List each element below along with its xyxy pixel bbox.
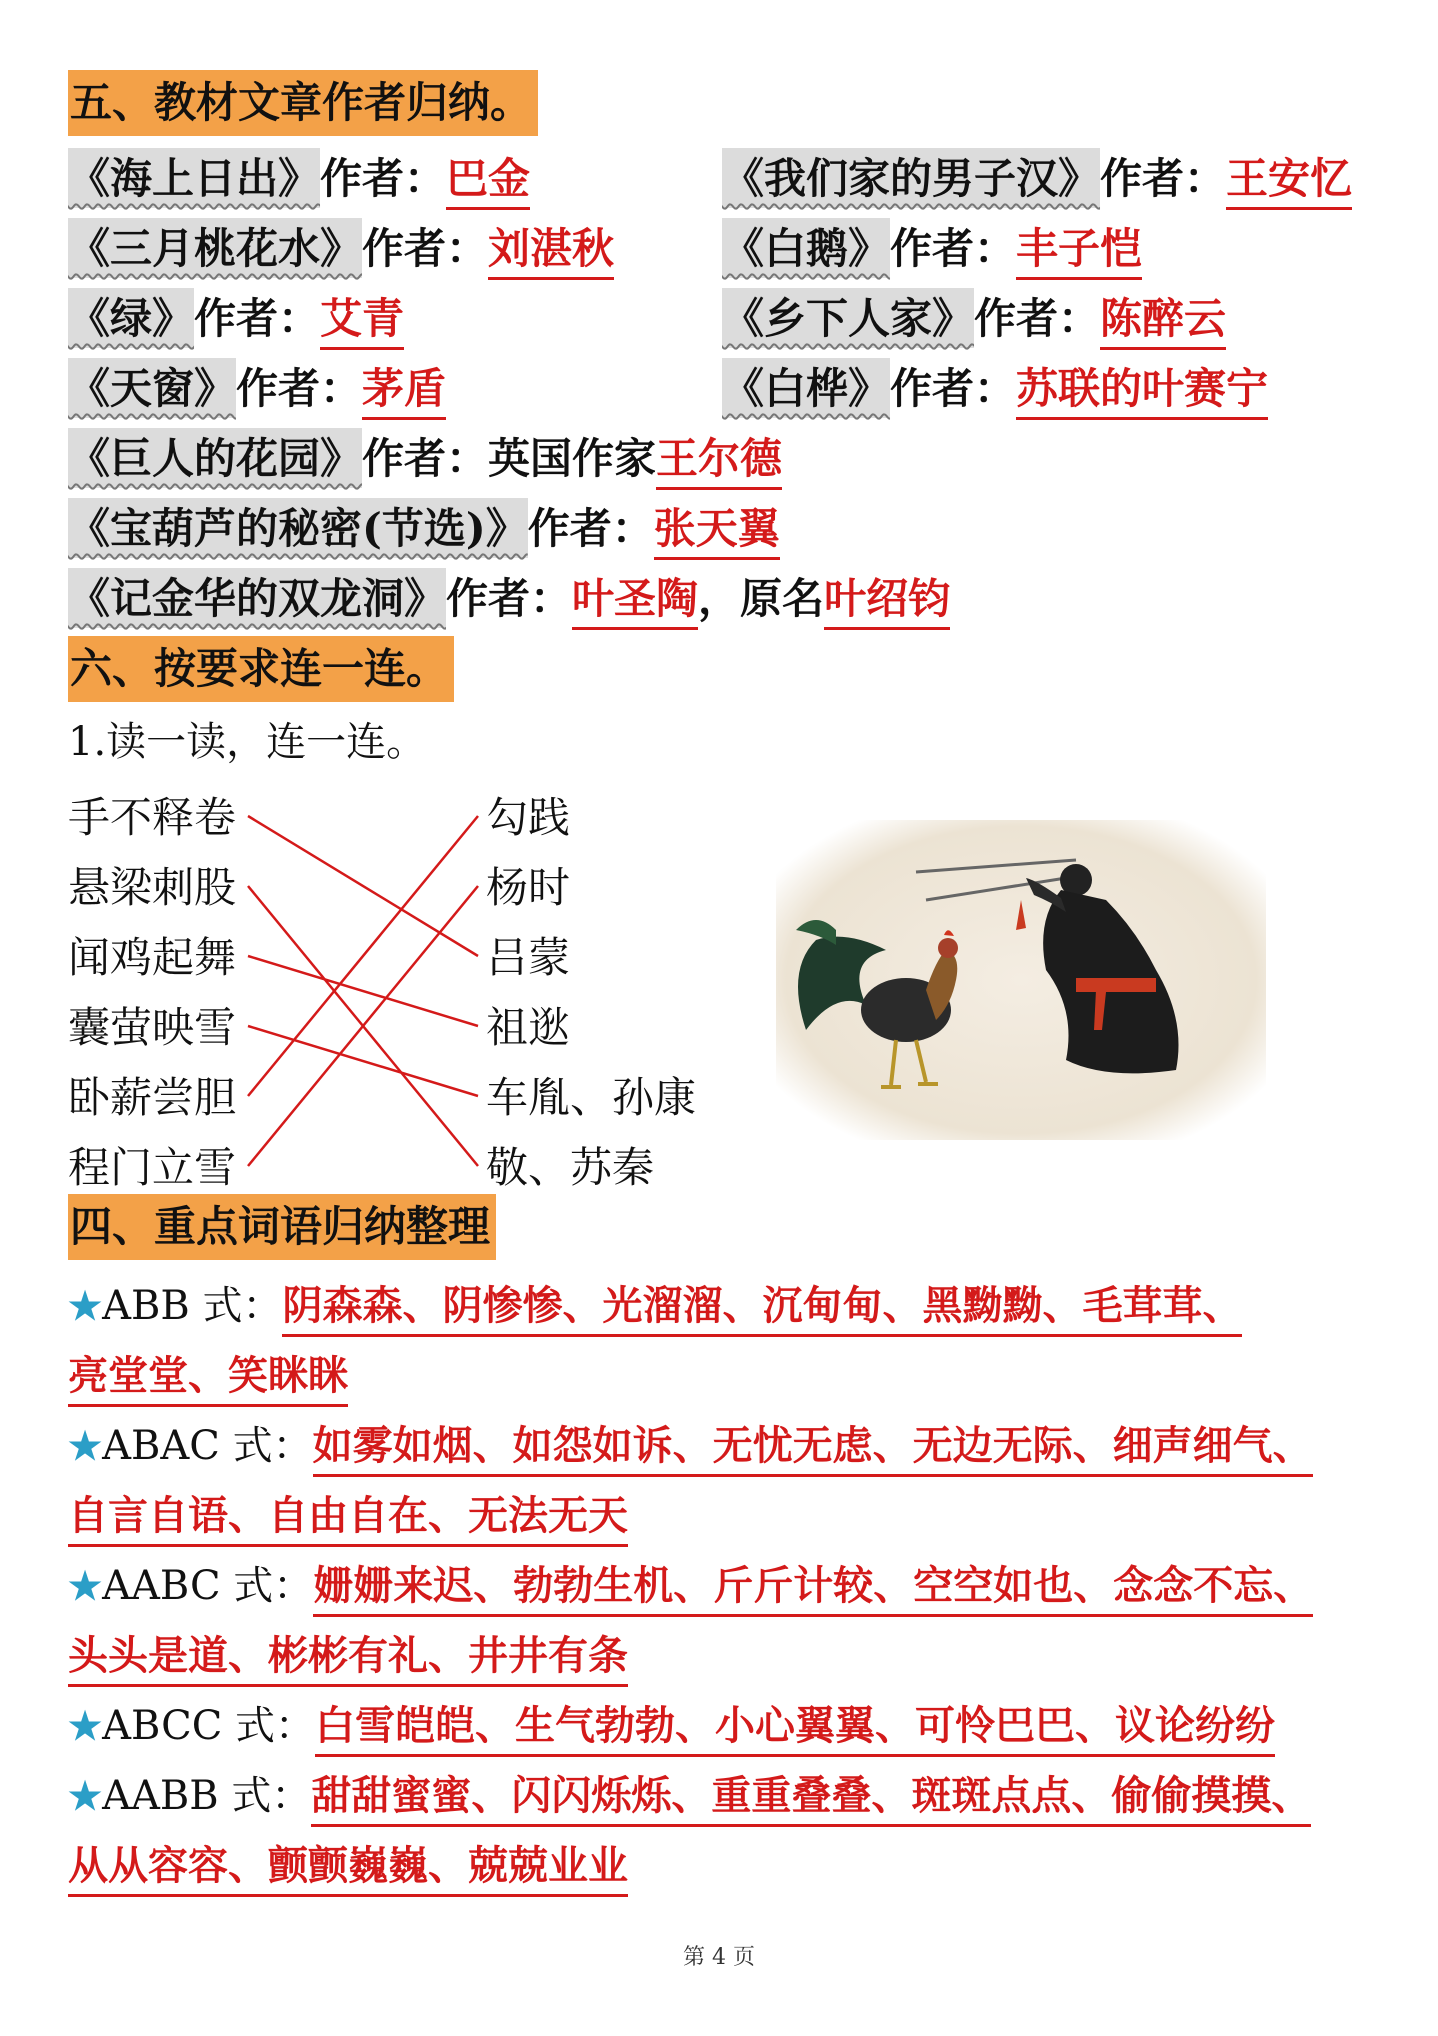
match-line: [248, 816, 478, 1096]
vocab-group: [68, 1412, 1376, 1480]
idiom-item[interactable]: 闻鸡起舞: [68, 933, 237, 982]
match-line: [248, 956, 478, 1026]
vocab-group: [68, 1272, 1376, 1340]
author-label: 作者：: [890, 364, 1017, 413]
author-answer-original: 叶绍钧: [824, 571, 950, 630]
vocab-format-label: ABCC 式：: [102, 1703, 316, 1749]
star-icon: ★: [68, 1283, 103, 1328]
star-icon: ★: [68, 1423, 103, 1468]
vocab-group: [68, 1552, 1376, 1620]
vocab-words: 姗姗来迟、勃勃生机、斤斤计较、空空如也、念念不忘、: [313, 1558, 1313, 1617]
vocab-words: 白雪皑皑、生气勃勃、小心翼翼、可怜巴巴、议论纷纷: [315, 1698, 1275, 1757]
article-title: 《我们家的男子汉》: [722, 148, 1100, 208]
vocab-words: 亮堂堂、笑眯眯: [68, 1348, 348, 1407]
section-heading-matching: 六、按要求连一连。: [68, 636, 454, 702]
author-answer: 陈醉云: [1100, 291, 1226, 350]
author-label: 作者：: [890, 224, 1017, 273]
author-label: 作者：英国作家: [362, 434, 657, 483]
article-title: 《宝葫芦的秘密(节选)》: [68, 498, 528, 558]
article-title: 《三月桃花水》: [68, 218, 362, 278]
author-label: 作者：: [236, 364, 363, 413]
vocab-words: 如雾如烟、如怨如诉、无忧无虑、无边无际、细声细气、: [313, 1418, 1313, 1477]
vocab-words: 自言自语、自由自在、无法无天: [68, 1488, 628, 1547]
author-answer: 艾青: [320, 291, 404, 350]
idiom-item[interactable]: 卧薪尝胆: [68, 1073, 237, 1122]
author-original-name-label: ，原名: [698, 574, 825, 623]
vocab-group: [68, 1692, 1376, 1760]
match-line: [248, 816, 478, 956]
author-answer: 苏联的叶赛宁: [1016, 361, 1268, 420]
person-item[interactable]: 杨时: [486, 863, 571, 912]
author-label: 作者：: [446, 574, 573, 623]
vocab-format-label: ABAC 式：: [102, 1423, 313, 1469]
matching-instruction: 1.读一读，连一连。: [68, 719, 427, 765]
author-answer: 王尔德: [656, 431, 782, 490]
author-label: 作者：: [362, 224, 489, 273]
author-label: 作者：: [320, 154, 447, 203]
vocab-format-label: AABB 式：: [102, 1773, 312, 1819]
author-answer: 茅盾: [362, 361, 446, 420]
article-title: 《海上日出》: [68, 148, 320, 208]
idiom-item[interactable]: 程门立雪: [68, 1143, 237, 1192]
star-icon: ★: [68, 1563, 103, 1608]
vocab-words: 阴森森、阴惨惨、光溜溜、沉甸甸、黑黝黝、毛茸茸、: [282, 1278, 1242, 1337]
section-heading-vocabulary: 四、重点词语归纳整理: [68, 1194, 496, 1260]
idiom-item[interactable]: 手不释卷: [68, 793, 237, 842]
vocab-words: 头头是道、彬彬有礼、井井有条: [68, 1628, 628, 1687]
author-answer: 王安忆: [1226, 151, 1352, 210]
author-answer: 刘湛秋: [488, 221, 614, 280]
author-label: 作者：: [527, 504, 654, 553]
author-label: 作者：: [194, 294, 321, 343]
author-answer: 巴金: [446, 151, 530, 210]
article-title: 《乡下人家》: [722, 288, 974, 348]
person-item[interactable]: 勾践: [486, 793, 571, 842]
article-title: 《白鹅》: [722, 218, 890, 278]
vocab-group-continued: [68, 1832, 1376, 1900]
rooster-swordsman-illustration: [776, 820, 1266, 1140]
page-number: 第 4 页: [683, 1945, 755, 1970]
vocab-words: 从从容容、颤颤巍巍、兢兢业业: [68, 1838, 628, 1897]
person-item[interactable]: 吕蒙: [486, 933, 571, 982]
vocab-group-continued: [68, 1342, 1376, 1410]
vocab-format-label: AABC 式：: [102, 1563, 314, 1609]
vocab-format-label: ABB 式：: [102, 1283, 283, 1329]
section-heading-authors: 五、教材文章作者归纳。: [68, 70, 538, 136]
vocab-group-continued: [68, 1482, 1376, 1550]
article-title: 《天窗》: [68, 358, 236, 418]
vocab-group: [68, 1762, 1376, 1830]
author-answer: 叶圣陶: [572, 571, 698, 630]
author-label: 作者：: [1100, 154, 1227, 203]
article-title: 《记金华的双龙洞》: [68, 568, 446, 628]
article-title: 《绿》: [68, 288, 194, 348]
author-answer: 丰子恺: [1016, 221, 1142, 280]
person-item[interactable]: 敬、苏秦: [486, 1143, 655, 1192]
author-answer: 张天翼: [654, 501, 780, 560]
person-item[interactable]: 车胤、孙康: [486, 1073, 697, 1122]
article-title: 《白桦》: [722, 358, 890, 418]
article-title: 《巨人的花园》: [68, 428, 362, 488]
vocab-words: 甜甜蜜蜜、闪闪烁烁、重重叠叠、斑斑点点、偷偷摸摸、: [311, 1768, 1311, 1827]
vocab-group-continued: [68, 1622, 1376, 1690]
idiom-item[interactable]: 悬梁刺股: [68, 863, 237, 912]
author-label: 作者：: [974, 294, 1101, 343]
match-line: [248, 1026, 478, 1096]
star-icon: ★: [68, 1773, 103, 1818]
idiom-item[interactable]: 囊萤映雪: [68, 1003, 237, 1052]
star-icon: ★: [68, 1703, 103, 1748]
person-item[interactable]: 祖逖: [486, 1003, 571, 1052]
